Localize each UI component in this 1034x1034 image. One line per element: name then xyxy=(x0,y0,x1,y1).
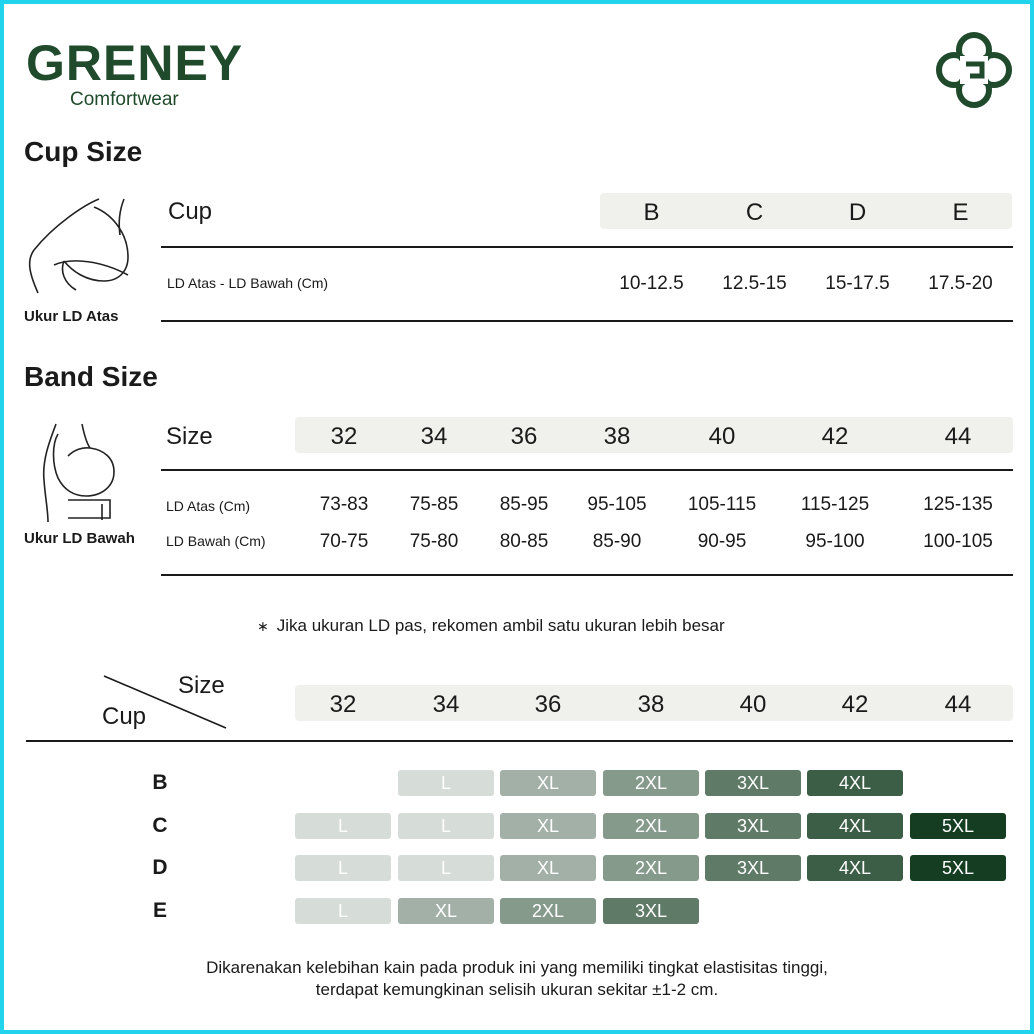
footer-line-1: Dikarenakan kelebihan kain pada produk ini yang memiliki tingkat elastisitas tinggi, xyxy=(206,958,828,977)
band-value: 80-85 xyxy=(499,531,549,552)
size-pill: XL xyxy=(500,855,596,881)
matrix-col-header: 40 xyxy=(739,691,767,718)
band-value: 90-95 xyxy=(697,531,747,552)
matrix-corner-cup: Cup xyxy=(102,703,147,730)
band-value: 115-125 xyxy=(800,494,870,515)
cup-size-title: Cup Size xyxy=(24,136,143,167)
band-row-label-ld-bawah: LD Bawah (Cm) xyxy=(166,533,266,549)
band-header-label: Size xyxy=(166,423,213,450)
band-header-rule xyxy=(161,469,1013,471)
cup-header-label: Cup xyxy=(168,198,213,225)
band-value: 85-90 xyxy=(592,531,642,552)
asterisk-icon: ∗ xyxy=(257,618,269,634)
underbust-measure-illustration xyxy=(38,420,118,524)
size-note-text: Jika ukuran LD pas, rekomen ambil satu ukuran lebih besar xyxy=(276,616,725,635)
size-pill: L xyxy=(295,898,391,924)
brand-subtitle: Comfortwear xyxy=(70,89,179,110)
size-pill: 5XL xyxy=(910,855,1006,881)
cup-header-rule xyxy=(161,246,1013,248)
bust-measure-illustration xyxy=(24,195,134,305)
cup-value: 15-17.5 xyxy=(825,273,890,294)
size-pill: L xyxy=(398,855,494,881)
size-pill: 4XL xyxy=(807,813,903,839)
size-pill: L xyxy=(295,855,391,881)
greney-clover-logo-icon xyxy=(934,30,1014,110)
size-pill: 2XL xyxy=(603,813,699,839)
band-col: 44 xyxy=(944,423,972,450)
size-pill: XL xyxy=(500,813,596,839)
size-pill: XL xyxy=(398,898,494,924)
band-value: 100-105 xyxy=(923,531,993,552)
size-pill: L xyxy=(295,813,391,839)
cup-col-b: B xyxy=(643,199,660,226)
cup-col-d: D xyxy=(848,199,867,226)
cup-value: 12.5-15 xyxy=(722,273,787,294)
matrix-row-cup: D xyxy=(152,856,168,879)
size-pill: L xyxy=(398,813,494,839)
band-value: 95-105 xyxy=(587,494,647,515)
cup-row-label: LD Atas - LD Bawah (Cm) xyxy=(167,275,329,291)
matrix-col-header: 42 xyxy=(841,691,869,718)
size-note xyxy=(257,616,725,636)
matrix-row-cup: B xyxy=(152,771,168,794)
matrix-row-cup: C xyxy=(152,814,168,837)
brand-name: GRENEY xyxy=(26,35,244,91)
band-bottom-rule xyxy=(161,574,1013,576)
band-value: 73-83 xyxy=(319,494,369,515)
band-value: 105-115 xyxy=(687,494,757,515)
band-col: 34 xyxy=(420,423,448,450)
size-pill: 3XL xyxy=(705,855,801,881)
band-col: 40 xyxy=(708,423,736,450)
band-value: 70-75 xyxy=(319,531,369,552)
matrix-col-header: 36 xyxy=(534,691,562,718)
matrix-col-header: 44 xyxy=(944,691,972,718)
matrix-header-rule xyxy=(26,740,1013,742)
cup-value: 17.5-20 xyxy=(928,273,993,294)
brand-logo xyxy=(26,36,243,110)
size-pill: 5XL xyxy=(910,813,1006,839)
band-size-title: Band Size xyxy=(24,361,158,392)
size-pill: 2XL xyxy=(603,770,699,796)
band-col: 36 xyxy=(510,423,538,450)
size-pill: 4XL xyxy=(807,855,903,881)
cup-value: 10-12.5 xyxy=(619,273,684,294)
matrix-col-header: 32 xyxy=(329,691,357,718)
cup-bottom-rule xyxy=(161,320,1013,322)
band-row-label-ld-atas: LD Atas (Cm) xyxy=(166,498,251,514)
band-col: 32 xyxy=(330,423,358,450)
cup-col-c: C xyxy=(745,199,764,226)
matrix-corner-size: Size xyxy=(178,672,225,699)
matrix-row-cup: E xyxy=(152,899,167,922)
size-pill: 2XL xyxy=(603,855,699,881)
size-pill: 3XL xyxy=(705,813,801,839)
band-value: 75-80 xyxy=(409,531,459,552)
size-pill: 4XL xyxy=(807,770,903,796)
band-illustration-caption: Ukur LD Bawah xyxy=(24,530,135,547)
band-value: 85-95 xyxy=(499,494,549,515)
size-pill: L xyxy=(398,770,494,796)
size-pill: 3XL xyxy=(603,898,699,924)
band-col: 38 xyxy=(603,423,631,450)
band-value: 95-100 xyxy=(805,531,865,552)
size-pill: XL xyxy=(500,770,596,796)
matrix-col-header: 34 xyxy=(432,691,460,718)
band-value: 125-135 xyxy=(923,494,993,515)
matrix-col-header: 38 xyxy=(637,691,665,718)
cup-illustration-caption: Ukur LD Atas xyxy=(24,308,119,325)
size-pill: 2XL xyxy=(500,898,596,924)
band-value: 75-85 xyxy=(409,494,459,515)
footer-line-2: terdapat kemungkinan selisih ukuran sekitar ±1-2 cm. xyxy=(315,980,719,999)
cup-col-e: E xyxy=(952,199,969,226)
size-pill: 3XL xyxy=(705,770,801,796)
band-col: 42 xyxy=(821,423,849,450)
